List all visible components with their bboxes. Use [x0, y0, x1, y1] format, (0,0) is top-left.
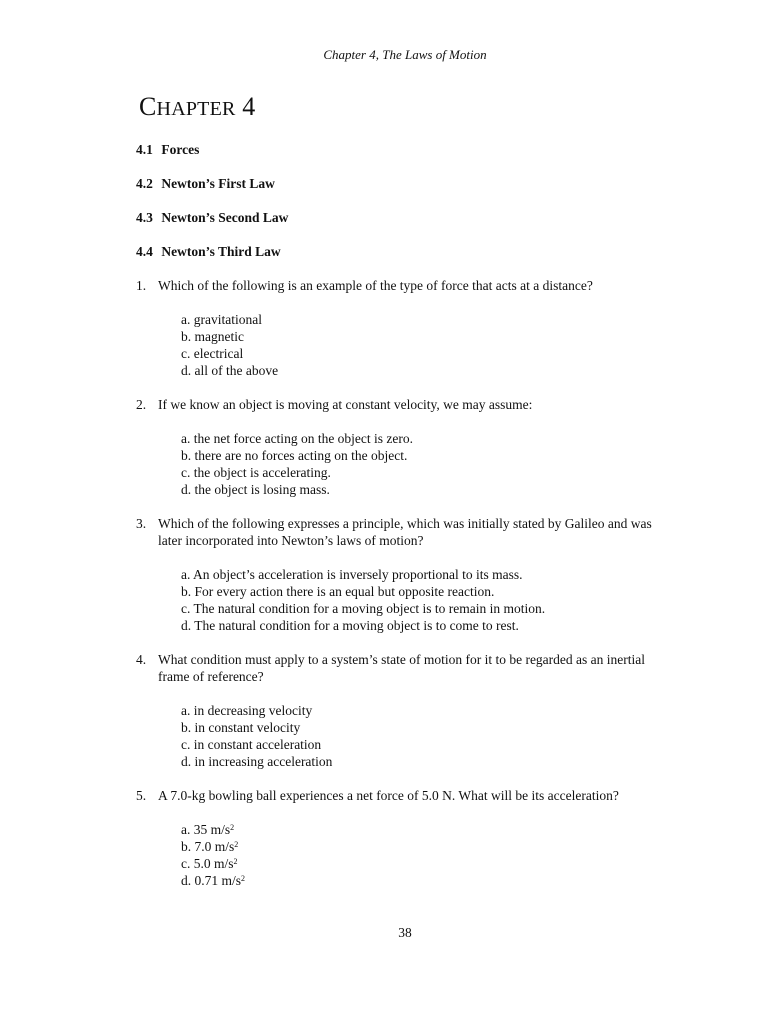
chapter-word: HAPTER [156, 98, 236, 120]
answer-options [136, 430, 676, 498]
answer-option: a. An object’s acceleration is inversely proportional to its mass. [181, 567, 523, 582]
answer-options [136, 566, 676, 634]
running-header: Chapter 4, The Laws of Motion [323, 47, 487, 62]
answer-options [136, 821, 676, 889]
question-5 [136, 787, 676, 889]
question-number: 4. [136, 652, 147, 667]
answer-option [181, 855, 676, 872]
section-number: 4.4 [136, 244, 153, 259]
option-text: d. 0.71 m/s [181, 873, 242, 888]
answer-option: c. the object is accelerating. [181, 465, 331, 480]
section-number: 4.3 [136, 210, 153, 225]
question-text: If we know an object is moving at constant velocity, we may assume: [158, 397, 533, 412]
answer-option: b. For every action there is an equal but opposite reaction. [181, 584, 495, 599]
question-text: Which of the following is an example of the type of force that acts at a distance? [158, 278, 593, 293]
answer-option: a. the net force acting on the object is zero. [181, 431, 414, 446]
answer-option: b. in constant velocity [181, 720, 301, 735]
option-text: b. 7.0 m/s [181, 839, 235, 854]
question-list [136, 277, 676, 906]
answer-option: c. The natural condition for a moving object is to remain in motion. [181, 601, 546, 616]
section-title: Newton’s Second Law [161, 210, 289, 225]
question-2 [136, 396, 676, 498]
question-3 [136, 515, 676, 634]
option-exponent: 2 [233, 857, 238, 866]
chapter-number: 4 [242, 92, 256, 121]
question-text: A 7.0-kg bowling ball experiences a net force of 5.0 N. What will be its acceleration? [158, 788, 619, 803]
section-heading [136, 175, 636, 209]
answer-option [181, 821, 676, 838]
answer-option [181, 872, 676, 889]
answer-option: a. gravitational [181, 312, 262, 327]
section-list [136, 141, 636, 277]
answer-options [136, 702, 676, 770]
chapter-cap: C [139, 92, 157, 121]
question-number: 5. [136, 788, 147, 803]
chapter-title [139, 92, 255, 122]
page-number: 38 [398, 925, 412, 940]
section-title: Newton’s Third Law [161, 244, 281, 259]
section-heading [136, 243, 636, 277]
answer-option: b. there are no forces acting on the object. [181, 448, 408, 463]
section-number: 4.2 [136, 176, 153, 191]
option-text: c. 5.0 m/s [181, 856, 234, 871]
section-heading [136, 141, 636, 175]
section-heading [136, 209, 636, 243]
question-1 [136, 277, 676, 379]
option-text: a. 35 m/s [181, 822, 231, 837]
question-number: 1. [136, 278, 147, 293]
section-title: Forces [161, 142, 200, 157]
answer-option: d. The natural condition for a moving object is to come to rest. [181, 618, 519, 633]
answer-option: b. magnetic [181, 329, 244, 344]
answer-option: a. in decreasing velocity [181, 703, 313, 718]
answer-option: d. in increasing acceleration [181, 754, 333, 769]
answer-option: c. in constant acceleration [181, 737, 322, 752]
option-exponent: 2 [230, 823, 235, 832]
option-exponent: 2 [234, 840, 239, 849]
section-title: Newton’s First Law [161, 176, 275, 191]
section-number: 4.1 [136, 142, 153, 157]
answer-option: d. the object is losing mass. [181, 482, 330, 497]
answer-option [181, 838, 676, 855]
option-exponent: 2 [241, 874, 246, 883]
question-text: Which of the following expresses a principle, which was initially stated by Galileo and was later incorporated into Newton’s laws of motion? [158, 516, 652, 548]
answer-option: d. all of the above [181, 363, 279, 378]
question-text: What condition must apply to a system’s state of motion for it to be regarded as an inertial frame of reference? [158, 652, 646, 684]
question-number: 2. [136, 397, 147, 412]
answer-options [136, 311, 676, 379]
question-4 [136, 651, 676, 770]
answer-option: c. electrical [181, 346, 244, 361]
question-number: 3. [136, 516, 147, 531]
